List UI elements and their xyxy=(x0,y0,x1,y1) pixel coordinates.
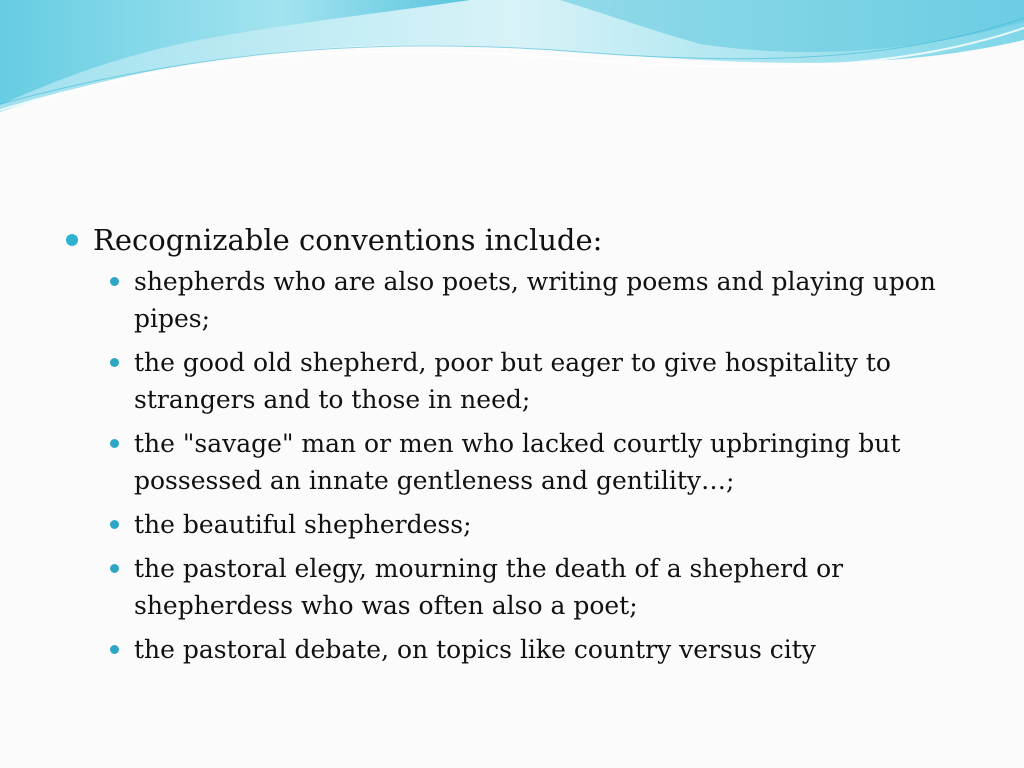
header-wave-decoration xyxy=(0,0,1024,130)
list-item xyxy=(62,631,982,668)
list-item xyxy=(62,425,982,499)
slide-body xyxy=(62,220,982,675)
main-bullet-point xyxy=(62,220,982,260)
list-item xyxy=(62,344,982,418)
main-bullet-text: Recognizable conventions include: xyxy=(93,223,603,257)
bullet-dot-icon xyxy=(110,564,119,573)
list-item xyxy=(62,506,982,543)
list-item-text: the pastoral debate, on topics like country versus city xyxy=(134,635,816,664)
list-item-text: the "savage" man or men who lacked courtly upbringing but possessed an innate gentleness and gentility…; xyxy=(134,429,901,495)
list-item xyxy=(62,263,982,337)
list-item-text: shepherds who are also poets, writing poems and playing upon pipes; xyxy=(134,267,936,333)
convention-list xyxy=(62,263,982,668)
list-item-text: the beautiful shepherdess; xyxy=(134,510,472,539)
bullet-dot-icon xyxy=(110,439,119,448)
bullet-dot-icon xyxy=(110,520,119,529)
list-item-text: the pastoral elegy, mourning the death of a shepherd or shepherdess who was often also a poet; xyxy=(134,554,844,620)
bullet-dot-icon xyxy=(110,358,119,367)
list-item-text: the good old shepherd, poor but eager to give hospitality to strangers and to those in need; xyxy=(134,348,891,414)
bullet-dot-icon xyxy=(66,234,78,246)
bullet-dot-icon xyxy=(110,645,119,654)
list-item xyxy=(62,550,982,624)
bullet-dot-icon xyxy=(110,277,119,286)
